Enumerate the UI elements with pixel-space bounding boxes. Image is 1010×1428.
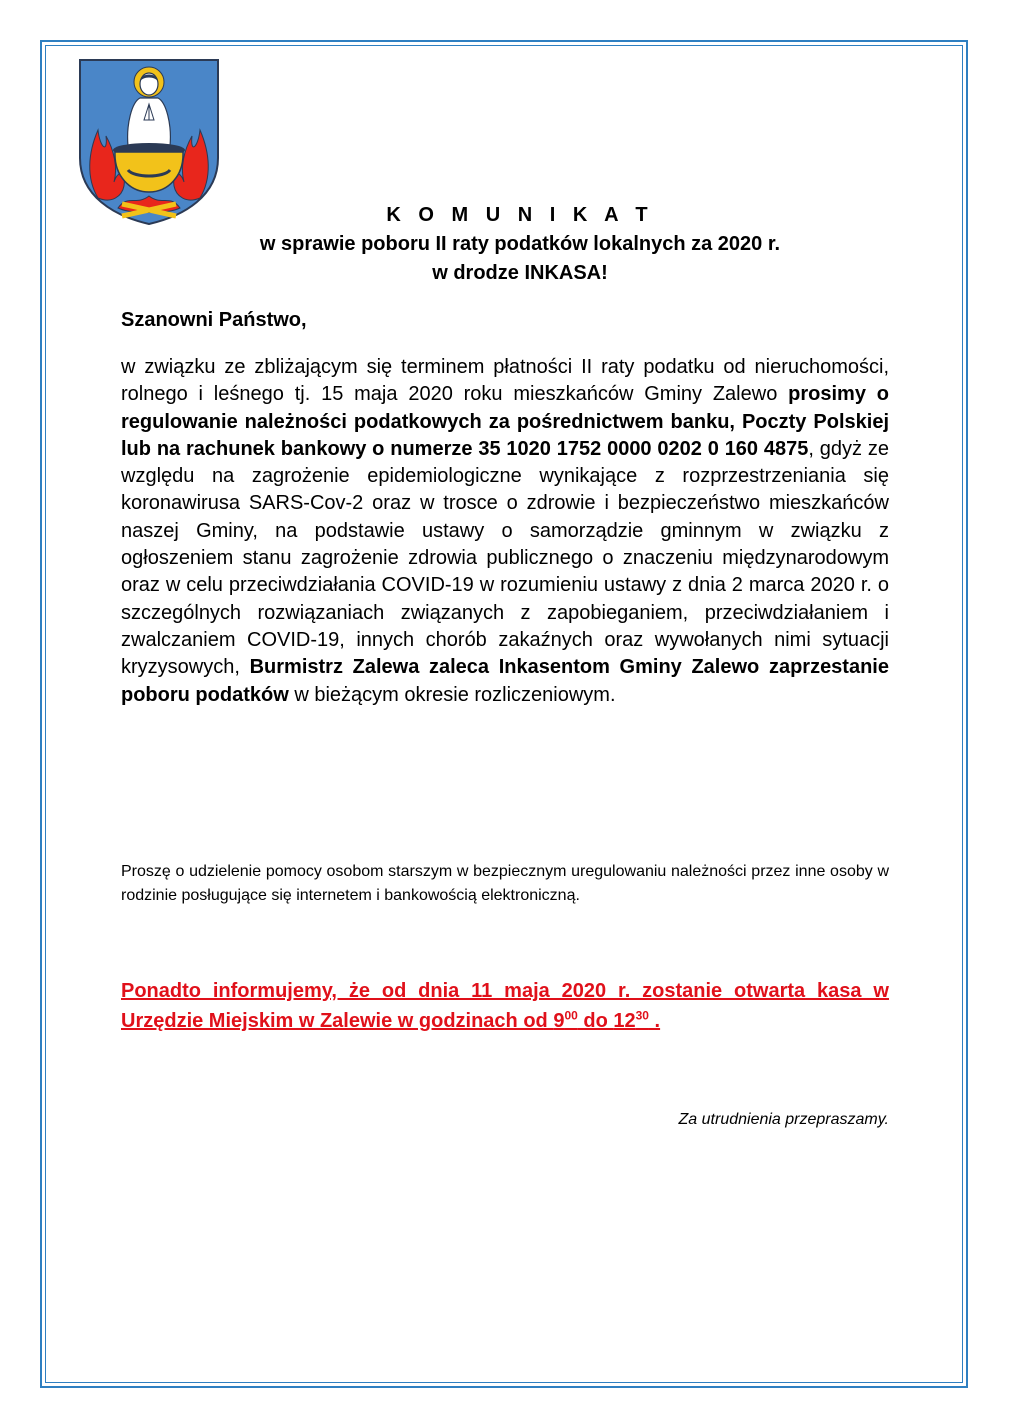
document-subtitle-line-2: w drodze INKASA!: [432, 262, 608, 284]
document-subtitle-line-1: w sprawie poboru II raty podatków lokalnych za 2020 r.: [259, 233, 781, 255]
notice-mid: do: [577, 1010, 614, 1032]
notice-end: .: [648, 1010, 661, 1032]
main-text-part-3: w bieżącym okresie rozliczeniowym.: [288, 683, 616, 706]
main-text-part-2: , gdyż ze względu na zagrożenie epidemiologiczne wynikające z rozprzestrzeniania się koronawirusa SARS-Cov-2 oraz w trosce o zdrowie i bezpieczeństwo mieszkańców naszej Gminy, na podstawie ustawy o samorządzie gminnym w związku z ogłoszeniem stanu zagrożenie zdrowia publicznego o znaczeniu międzynarodowym oraz w celu przeciwdziałania COVID-19 w rozumieniu ustawy z dnia 2 marca 2020 r. o szczególnych rozwiązaniach związanych z zapobieganiem, przeciwdziałaniem i zwalczaniem COVID-19, innych chorób zakaźnych oraz wywołanych nimi sytuacji kryzysowych,: [121, 437, 889, 679]
mayor-recommendation: Burmistrz Zalewa zaleca Inkasentom Gminy Zalewo zaprzestanie poboru podatków: [121, 656, 889, 706]
document-heading: [120, 201, 920, 288]
notice-text: Ponadto informujemy, że od dnia 11 maja 2020 r. zostanie otwarta kasa w Urzędzie Miejskim w Zalewie w godzinach od: [121, 980, 889, 1032]
cash-desk-notice: [121, 976, 889, 1036]
help-request-paragraph: Proszę o udzielenie pomocy osobom starszym w bezpiecznym uregulowaniu należności przez inne osoby w rodzinie posługujące się internetem i bankowością elektroniczną.: [121, 863, 889, 904]
notice-hour-from: 9: [553, 1010, 565, 1032]
notice-hour-from-minutes: 00: [564, 1008, 578, 1023]
main-paragraph: [121, 354, 889, 709]
document-title: K O M U N I K A T: [386, 204, 654, 226]
notice-hour-to: 12: [613, 1010, 636, 1032]
main-text-part-1: w związku ze zbliżającym się terminem płatności II raty podatku od nieruchomości, rolnego i leśnego tj. 15 maja 2020 roku mieszkańców Gminy Zalewo: [121, 356, 889, 406]
notice-hour-to-minutes: 30: [635, 1008, 649, 1023]
salutation: Szanowni Państwo,: [121, 309, 307, 331]
bank-account-request: prosimy o regulowanie należności podatkowych za pośrednictwem banku, Poczty Polskiej lub na rachunek bankowy o numerze 35 1020 1752 0000 0202 0 160 4875: [121, 383, 889, 460]
closing-apology: Za utrudnienia przepraszamy.: [678, 1111, 889, 1128]
